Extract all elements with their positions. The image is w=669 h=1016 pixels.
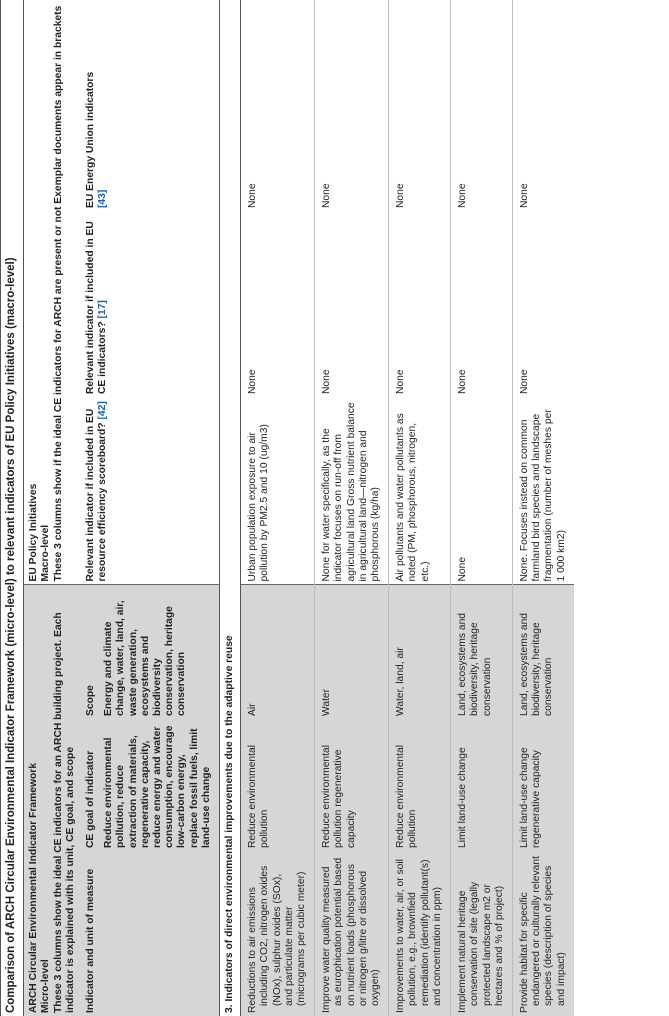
eu-description: These 3 columns show if the ideal CE indicators for ARCH are present or not Exemplar documents appear in brackets	[52, 5, 64, 582]
table-row	[512, 0, 573, 1016]
table-row	[315, 0, 389, 1016]
resource-efficiency-cell: None. Focuses instead on common farmland bird species and landscape fragmentation (number of meshes per 1 000 km2)	[512, 397, 573, 585]
scope-cell: Land, ecosystems and biodiversity, heritage conservation	[512, 585, 573, 719]
goal-header-description: Reduce environmental pollution, reduce extraction of materials, regenerative capacity, reduce energy and water consumption, encourage low-carbon energy, replace fossil fuels, limit land-use change	[103, 725, 212, 848]
goal-cell: Reduce environmental pollution	[241, 719, 315, 851]
table-row	[451, 0, 513, 1016]
reference-link-43[interactable]: [43]	[97, 189, 109, 208]
eu-ce-cell: None	[451, 211, 513, 397]
goal-header-label: CE goal of indicator	[85, 750, 97, 848]
scope-header-description: Energy and climate change, water, land, air, waste generation, ecosystems and biodiversity conservation, heritage conservation	[103, 600, 188, 716]
energy-union-cell: None	[241, 0, 315, 211]
column-header-eu-ce	[81, 211, 220, 397]
reference-link-17[interactable]: [17]	[97, 300, 109, 319]
scope-cell: Air	[241, 585, 315, 719]
column-header-resource-efficiency	[81, 397, 220, 585]
eu-ce-label: Relevant indicator if included in EU CE indicators?	[85, 221, 109, 394]
goal-cell: Reduce environmental pollution regenerative capacity	[315, 719, 389, 851]
indicator-cell: Implement natural heritage conservation of site (legally protected landscape m2 or hectares and % of project)	[451, 851, 513, 1016]
eu-policy-header	[24, 0, 81, 585]
indicator-cell: Reductions to air emissions including CO2, nitrogen oxides (NOx), sulphur oxides (SOx), and particulate matter (micrograms per cubic meter)	[241, 851, 315, 1016]
resource-efficiency-label: Relevant indicator if included in EU resource efficiency scoreboard?	[85, 408, 109, 582]
arch-description: These 3 columns show the ideal CE indicators for an ARCH building project. Each indicator is explained with its unit, CE goal, and scope	[52, 612, 76, 1013]
column-header-goal	[81, 719, 220, 851]
indicator-cell: Provide habitat for specific endangered or culturally relevant species (description of species and impact)	[512, 851, 573, 1016]
scope-cell: Land, ecosystems and biodiversity, heritage conservation	[451, 585, 513, 719]
table-row	[241, 0, 315, 1016]
column-header-scope	[81, 585, 220, 719]
column-header-indicator	[81, 851, 220, 1016]
goal-cell: Limit land-use change regenerative capacity	[512, 719, 573, 851]
eu-ce-cell: None	[315, 211, 389, 397]
table-caption: Comparison of ARCH Circular Environmental Indicator Framework (micro-level) to relevant indicators of EU Policy Initiatives (macro-level)	[1, 0, 24, 1016]
goal-cell: Reduce environmental pollution	[389, 719, 451, 851]
energy-union-cell: None	[451, 0, 513, 211]
eu-ce-cell: None	[241, 211, 315, 397]
energy-union-label: EU Energy Union indicators	[85, 71, 97, 208]
resource-efficiency-cell: None	[451, 397, 513, 585]
goal-cell: Limit land-use change	[451, 719, 513, 851]
reference-link-42[interactable]: [42]	[97, 401, 109, 420]
eu-policy-title: EU Policy Initiatives	[28, 483, 40, 582]
scope-cell: Water	[315, 585, 389, 719]
eu-ce-cell: None	[389, 211, 451, 397]
section-title: 3. Indicators of direct environmental improvements due to the adaptive reuse	[220, 0, 241, 1016]
resource-efficiency-cell: None for water specifically, as the indicator focuses on run-off from agricultural land Gross nutrient balance in agricultural land—nitrogen and phosphorous (kg/ha)	[315, 397, 389, 585]
scope-header-label: Scope	[85, 685, 97, 716]
scope-cell: Water, land, air	[389, 585, 451, 719]
eu-level: Macro-level	[40, 524, 52, 582]
resource-efficiency-cell: Air pollutants and water pollutants as noted (PM, phosphorous, nitrogen, etc.)	[389, 397, 451, 585]
indicator-header-label: Indicator and unit of measure	[85, 868, 97, 1013]
energy-union-cell: None	[518, 183, 530, 208]
arch-framework-title: ARCH Circular Environmental Indicator Framework	[28, 762, 40, 1013]
arch-level: Micro-level	[40, 959, 52, 1013]
energy-union-cell: None	[315, 0, 389, 211]
column-header-energy-union	[81, 0, 220, 211]
energy-union-cell: None	[389, 0, 451, 211]
eu-ce-cell: None	[518, 369, 530, 394]
resource-efficiency-cell: Urban population exposure to air pollution by PM2.5 and 10 (ug/m3)	[241, 397, 315, 585]
arch-framework-header	[24, 585, 81, 1016]
indicator-cell: Improve water quality measured as europhication potential based on nutrient loads (phosphorous or nitrogen g/litre or dissolved oxygen)	[315, 851, 389, 1016]
table-row	[389, 0, 451, 1016]
indicator-cell: Improvements to water, air, or soil pollution, e.g., brownfield remediation (identify pollutant(s) and concentration in ppm)	[389, 851, 451, 1016]
